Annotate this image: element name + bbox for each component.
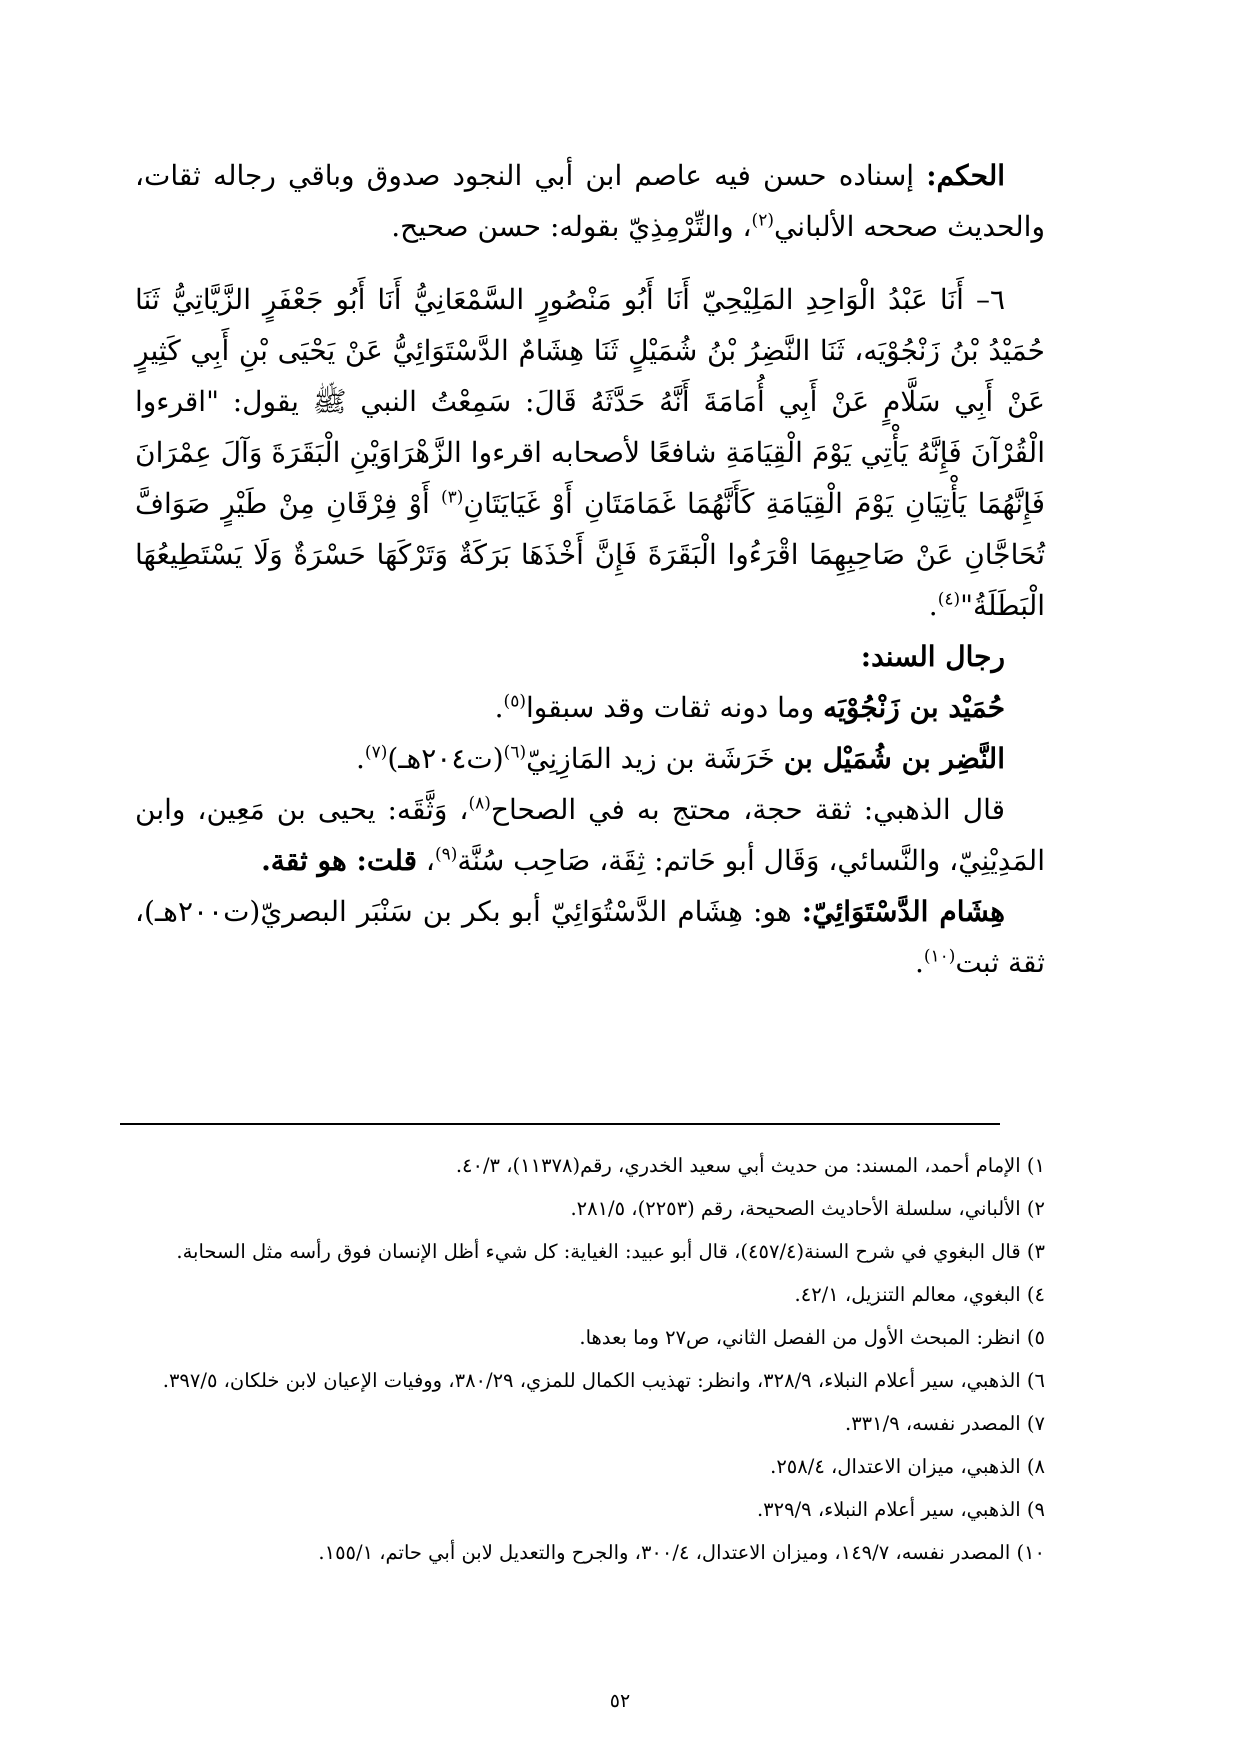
main-text [135, 150, 1045, 988]
hadith-paragraph: ٦– أَنَا عَبْدُ الْوَاحِدِ المَلِيْحِيّ أَنَا أَبُو مَنْصُورٍ السَّمْعَانِيُّ أَنَا أَبُو جَعْفَرٍ الزَّيَّاتِيُّ ثَنَا حُمَيْدُ بْنُ زَنْجُوْيَه، ثَنَا النَّضِرُ بْنُ شُمَيْلٍ ثَنَا هِشَامٌ الدَّسْتَوَائِيُّ عَنْ يَحْيَى بْنِ أَبِي كَثِيرٍ عَنْ أَبِي سَلَّامٍ عَنْ أَبِي أُمَامَةَ أَنَّهُ حَدَّثَهُ قَالَ: سَمِعْتُ النبي ﷺ يقول: "اقرءوا الْقُرْآنَ فَإِنَّهُ يَأْتِي يَوْمَ الْقِيَامَةِ شافعًا لأصحابه اقرءوا الزَّهْرَاوَيْنِ الْبَقَرَةَ وَآلَ عِمْرَانَ فَإِنَّهُمَا يَأْتِيَانِ يَوْمَ الْقِيَامَةِ كَأَنَّهُمَا غَمَامَتَانِ أَوْ غَيَايَتَانِ$^{(٣)}$ أَوْ فِرْقَانِ مِنْ طَيْرٍ صَوَافَّ تُحَاجَّانِ عَنْ صَاحِبِهِمَا اقْرَءُوا الْبَقَرَةَ فَإِنَّ أَخْذَهَا بَرَكَةٌ وَتَرْكَهَا حَسْرَةٌ وَلَا يَسْتَطِيعُهَا الْبَطَلَةُ"$^{(٤)}$. [135, 283, 1046, 622]
footnote-ref: (٤) [937, 589, 961, 610]
footnote-item: ٣) قال البغوي في شرح السنة(٤٥٧/٤)، قال أبو عبيد: الغياية: كل شيء أظل الإنسان فوق رأسه مثل السحابة. [176, 1240, 1045, 1263]
footnote-item: ٧) المصدر نفسه، ٣٣١/٩. [845, 1412, 1045, 1435]
footnote-item: ٥) انظر: المبحث الأول من الفصل الثاني، ص٢٧ وما بعدها. [579, 1326, 1045, 1349]
footnote-item: ١) الإمام أحمد، المسند: من حديث أبي سعيد الخدري، رقم(١١٣٧٨)، ٤٠/٣. [455, 1154, 1045, 1177]
footnote-item: ٨) الذهبي، ميزان الاعتدال، ٢٥٨/٤. [770, 1455, 1045, 1478]
narrator-grading-paragraph: قال الذهبي: ثقة حجة، محتج به في الصحاح$^{(٨)}$، وَثَّقَه: يحيى بن مَعِين، وابن المَدِيْنِيّ، والنَّسائي، وَقَال أبو حَاتم: ثِقَة، صَاحِب سُنَّة$^{(٩)}$، قلت: هو ثقة. [135, 793, 1045, 877]
narrator-paragraph: هِشَام الدَّسْتَوَائِيّ: هو: هِشَام الدَّسْتُوَائِيّ أبو بكر بن سَنْبَر البصريّ(ت٢٠٠هـ)، ثقة ثبت$^{(١٠)}$. [135, 895, 1045, 979]
footnote-ref: (٣) [440, 487, 464, 508]
footnote-item: ٩) الذهبي، سير أعلام النبلاء، ٣٢٩/٩. [756, 1498, 1045, 1521]
footnote-ref: (٩) [434, 844, 458, 865]
footnote-ref: (٨) [468, 793, 491, 814]
narrator-paragraph: حُمَيْد بن زَنْجُوْيَه وما دونه ثقات وقد سبقوا$^{(٥)}$. [494, 691, 1005, 724]
section-heading: رجال السند: [860, 640, 1005, 673]
footnote-ref: (٧) [364, 742, 388, 763]
footnotes [120, 1148, 1045, 1578]
footnote-ref: (٦) [503, 742, 527, 763]
footnote-separator [120, 1123, 1000, 1125]
footnote-item: ٢) الألباني، سلسلة الأحاديث الصحيحة، رقم (٢٢٥٣)، ٢٨١/٥. [570, 1197, 1045, 1220]
footnote-item: ٦) الذهبي، سير أعلام النبلاء، ٣٢٨/٩، وانظر: تهذيب الكمال للمزي، ٣٨٠/٢٩، ووفيات الإعيان لابن خلكان، ٣٩٧/٥. [162, 1369, 1045, 1392]
footnote-item: ٤) البغوي، معالم التنزيل، ٤٢/١. [794, 1283, 1045, 1306]
narrator-paragraph: النَّضِر بن شُمَيْل بن خَرَشَة بن زيد المَازِنِيّ$^{(٦)}$(ت٢٠٤هـ)$^{(٧)}$. [356, 742, 1005, 775]
footnote-item: ١٠) المصدر نفسه، ١٤٩/٧، وميزان الاعتدال، ٣٠٠/٤، والجرح والتعديل لابن أبي حاتم، ١٥٥/١. [318, 1541, 1045, 1564]
ruling-paragraph: الحكم: إسناده حسن فيه عاصم ابن أبي النجود صدوق وباقي رجاله ثقات، والحديث صححه الألباني$^{(٢)}$، والتِّرْمِذِيّ بقوله: حسن صحيح. [135, 159, 1045, 243]
footnote-ref: (١٠) [923, 946, 956, 967]
footnote-ref: (٥) [503, 691, 526, 712]
footnote-ref: (٢) [751, 210, 774, 231]
ruling-heading: الحكم: [926, 159, 1006, 192]
page-number: ٥٢ [609, 1690, 631, 1712]
